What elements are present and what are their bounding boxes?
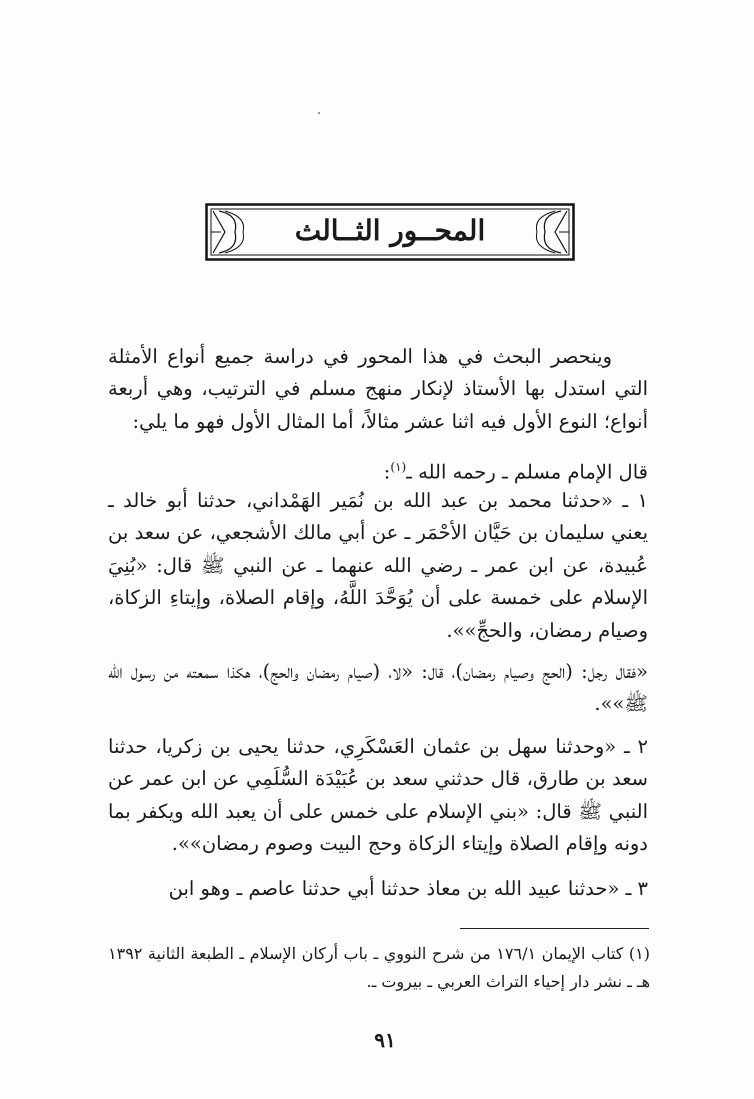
hadith-1-continuation-text: «فقال رجل: (الحج وصيام رمضان)، قال: «لا، (صيام رمضان والحج)، هكذا سمعته من رسول الله ﷺ»». xyxy=(108,660,648,716)
hadith-1-paragraph xyxy=(108,485,648,647)
chapter-title-frame xyxy=(205,203,575,261)
stray-dot xyxy=(318,112,320,114)
colon: : xyxy=(383,460,391,484)
hadith-1-continuation xyxy=(108,656,648,721)
imam-muslim-line xyxy=(108,451,648,489)
page-number: ٩١ xyxy=(374,1028,396,1052)
hadith-3-text: ٣ ـ «حدثنا عبيد الله بن معاذ حدثنا أبي حدثنا عاصم ـ وهو ابن xyxy=(168,877,648,900)
hadith-2-paragraph xyxy=(108,731,648,861)
intro-paragraph xyxy=(108,341,648,438)
hadith-2-text: ٢ ـ «وحدثنا سهل بن عثمان العَسْكَرِي، حدثنا يحيى بن زكريا، حدثنا سعد بن طارق، قال حدثني سعد بن عُبَيْدَة السُّلَمِي عن ابن عمر عن النبي ﷺ قال: «بني الإسلام على خمس على أن يعبد الله ويكفر بما دونه وإقام الصلاة وإيتاء الزكاة وحج البيت وصوم رمضان»». xyxy=(108,735,648,856)
footnote-ref: (١) xyxy=(390,460,407,474)
footnote-divider xyxy=(460,928,649,929)
intro-text: وينحصر البحث في هذا المحور في دراسة جميع أنواع الأمثلة التي استدل بها الأستاذ لإنكار منهج مسلم في الترتيب، وهي أربعة أنواع؛ النوع الأول فيه اثنا عشر مثالاً، أما المثال الأول فهو ما يلي: xyxy=(108,345,648,433)
footnote: (١) كتاب الإيمان ١٧٦/١ من شرح النووي ـ باب أركان الإسلام ـ الطبعة الثانية ١٣٩٢ هـ ـ نشر دار إحياء التراث العربي ـ بيروت ـ. xyxy=(108,944,651,991)
hadith-3-paragraph xyxy=(108,873,648,905)
hadith-1-text: ١ ـ «حدثنا محمد بن عبد الله بن نُمَير الهَمْداني، حدثنا أبو خالد ـ يعني سليمان بن حَيَّان الأحْمَر ـ عن أبي مالك الأشجعي، عن سعد بن عُبيدة، عن ابن عمر ـ رضي الله عنهما ـ عن النبي ﷺ قال: «بُنِيَ الإسلام على خمسة على أن يُوَحَّدَ اللَّهُ، وإقام الصلاة، وإيتاءِ الزكاة، وصيام رمضان، والحجِّ»». xyxy=(108,489,648,642)
imam-muslim-text: قال الإمام مسلم ـ رحمه الله ـ xyxy=(406,460,648,484)
chapter-title: المحــور الثــالث xyxy=(294,214,486,247)
